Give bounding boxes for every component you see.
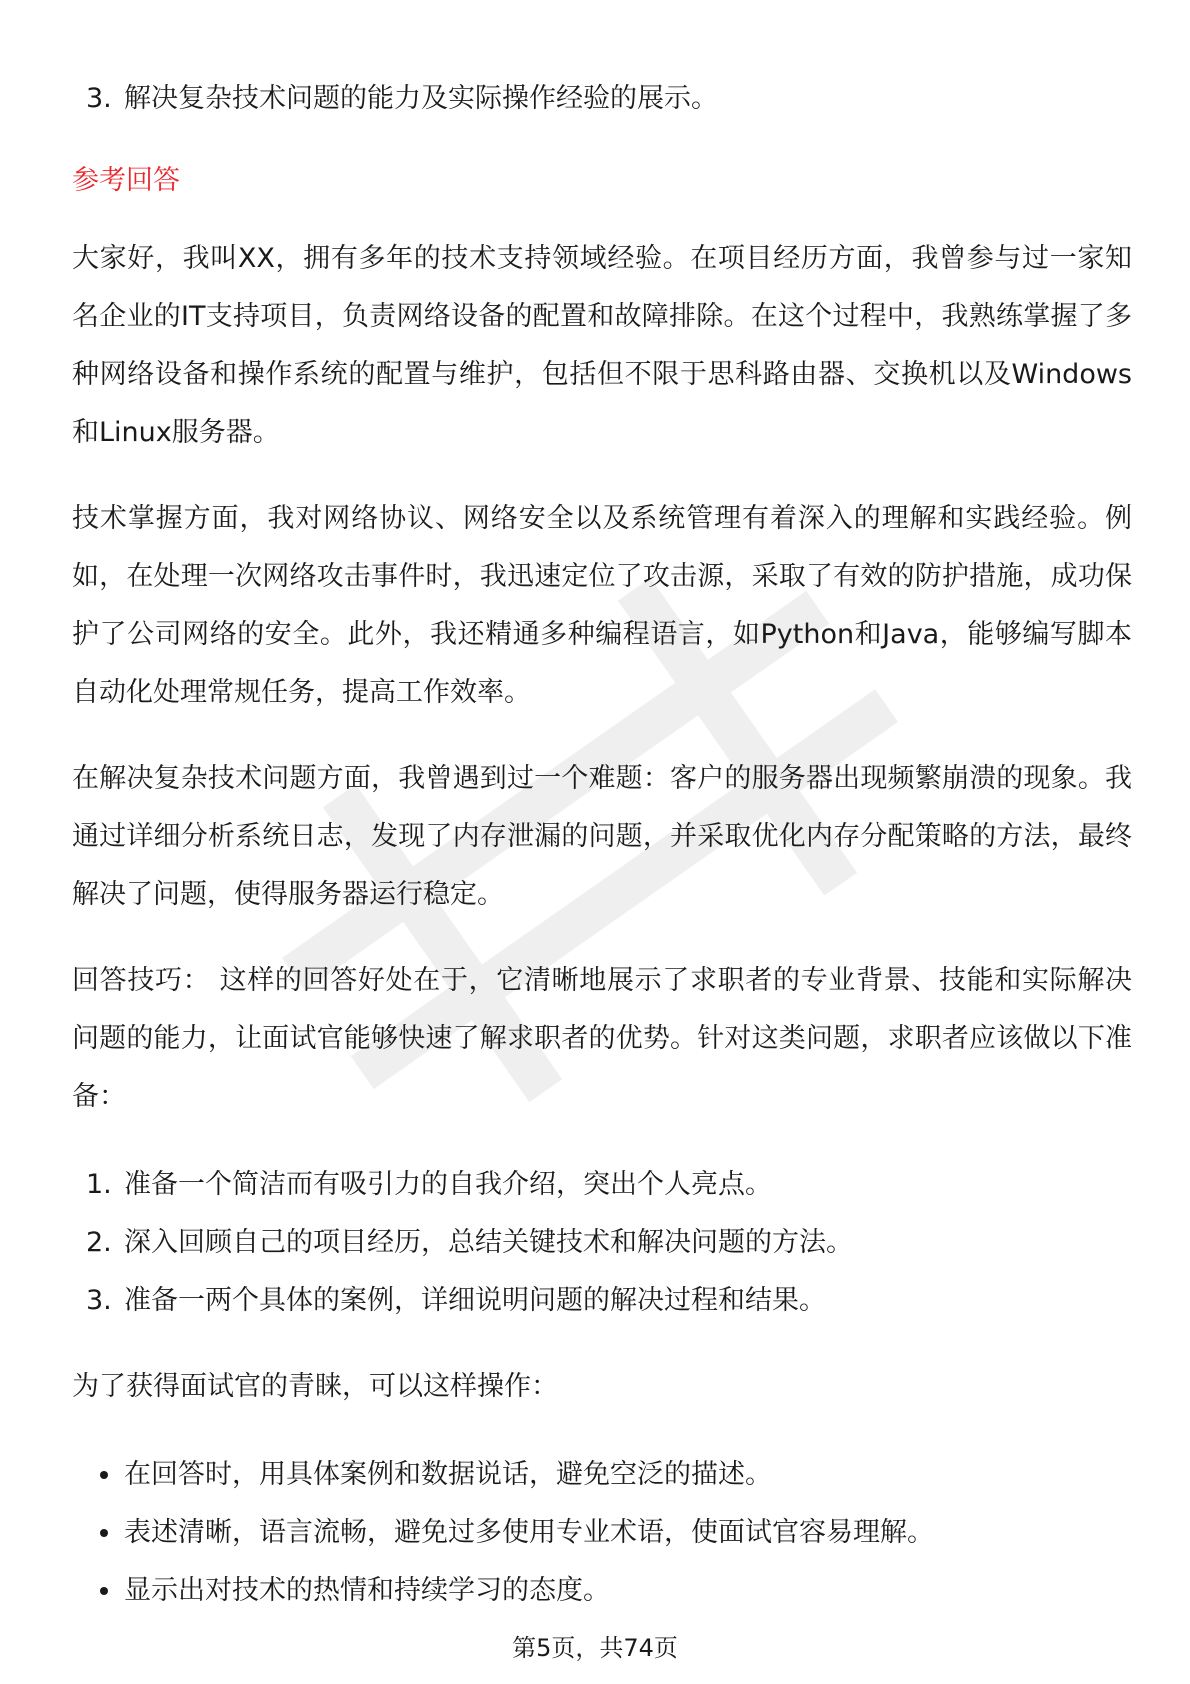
list-item-text: 准备一两个具体的案例，详细说明问题的解决过程和结果。 (124, 1285, 826, 1316)
bullet-item-text: 显示出对技术的热情和持续学习的态度。 (124, 1575, 610, 1606)
list-item-text: 准备一个简洁而有吸引力的自我介绍，突出个人亮点。 (124, 1169, 772, 1200)
list-number: 1. (86, 1169, 112, 1200)
list-item (72, 1272, 1132, 1330)
page-footer: 第5页，共74页 (512, 1634, 678, 1662)
list-item-text: 解决复杂技术问题的能力及实际操作经验的展示。 (124, 83, 718, 114)
section-heading: 参考回答 (72, 165, 180, 196)
paragraph-problem: 在解决复杂技术问题方面，我曾遇到过一个难题：客户的服务器出现频繁崩溃的现象。我通过详细分析系统日志，发现了内存泄漏的问题，并采取优化内存分配策略的方法，最终解决了问题，使得服务器运行稳定。 (72, 763, 1132, 910)
list-number: 3. (86, 1285, 112, 1316)
list-number: 2. (86, 1227, 112, 1258)
paragraph-tips: 回答技巧： 这样的回答好处在于，它清晰地展示了求职者的专业背景、技能和实际解决问题的能力，让面试官能够快速了解求职者的优势。针对这类问题，求职者应该做以下准备： (72, 965, 1132, 1112)
prep-numbered-list (72, 1156, 1132, 1330)
bullet-item-text: 在回答时，用具体案例和数据说话，避免空泛的描述。 (124, 1459, 772, 1490)
list-number: 3. (86, 83, 112, 114)
paragraph-tech: 技术掌握方面，我对网络协议、网络安全以及系统管理有着深入的理解和实践经验。例如，在处理一次网络攻击事件时，我迅速定位了攻击源，采取了有效的防护措施，成功保护了公司网络的安全。此外，我还精通多种编程语言，如Python和Java，能够编写脚本自动化处理常规任务，提高工作效率。 (72, 503, 1132, 708)
bullet-item-text: 表述清晰，语言流畅，避免过多使用专业术语，使面试官容易理解。 (124, 1517, 934, 1548)
document-body (72, 70, 1132, 1620)
list-item (72, 1214, 1132, 1272)
bullet-icon (100, 1471, 108, 1479)
bullet-icon (100, 1587, 108, 1595)
list-item (72, 70, 1132, 128)
tips-intro: 为了获得面试官的青睐，可以这样操作： (72, 1371, 558, 1402)
top-numbered-list (72, 70, 1132, 128)
paragraph-intro: 大家好，我叫XX，拥有多年的技术支持领域经验。在项目经历方面，我曾参与过一家知名企业的IT支持项目，负责网络设备的配置和故障排除。在这个过程中，我熟练掌握了多种网络设备和操作系统的配置与维护，包括但不限于思科路由器、交换机以及Windows和Linux服务器。 (72, 243, 1132, 448)
bullet-icon (100, 1529, 108, 1537)
bullet-item (72, 1446, 1132, 1504)
tips-bullet-list (72, 1446, 1132, 1620)
list-item (72, 1156, 1132, 1214)
list-item-text: 深入回顾自己的项目经历，总结关键技术和解决问题的方法。 (124, 1227, 853, 1258)
bullet-item (72, 1504, 1132, 1562)
bullet-item (72, 1562, 1132, 1620)
